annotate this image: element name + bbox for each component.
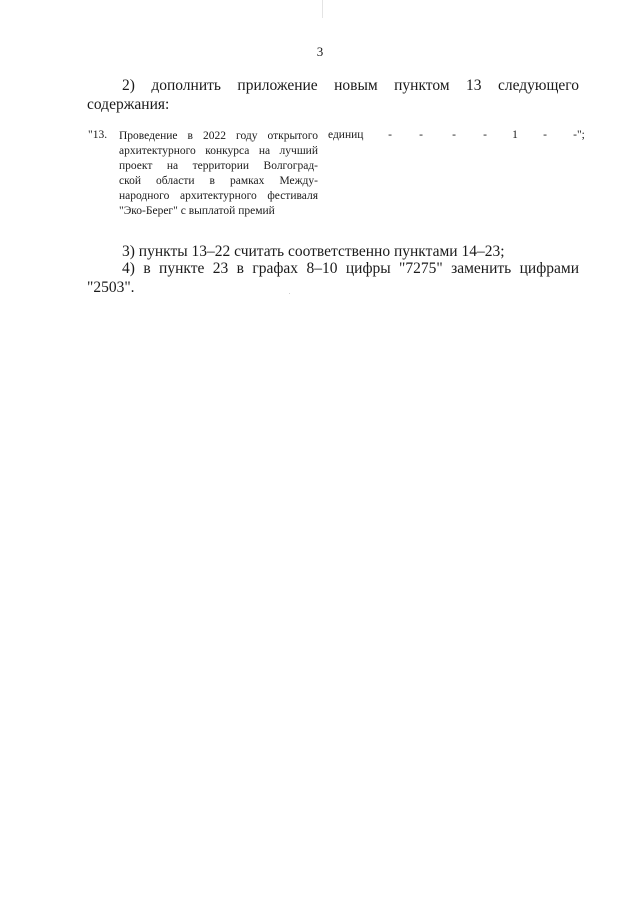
item-13-description: [119, 129, 318, 219]
item-13-description-line: Проведение в 2022 году открытого: [119, 130, 318, 142]
page-number: 3: [316, 44, 324, 59]
paragraph-4-line-1: 4) в пункте 23 в графах 8–10 цифры "7275" заменить цифрами: [122, 260, 579, 277]
item-13-cell: -: [543, 129, 547, 141]
paragraph-4-line-2: "2503".: [87, 279, 135, 296]
item-13-cell: -: [419, 129, 423, 141]
item-13-cell: -: [388, 129, 392, 141]
paragraph-2-line-2: содержания:: [87, 96, 170, 113]
scan-artifact-line: [322, 0, 323, 18]
item-13-description-line: народного архитектурного фестиваля: [119, 190, 318, 202]
item-13-description-line: "Эко-Берег" с выплатой премий: [119, 205, 275, 217]
item-13-number: "13.: [88, 129, 108, 141]
paragraph-3: 3) пункты 13–22 считать соответственно пунктами 14–23;: [122, 243, 505, 260]
paragraph-2-line-1: 2) дополнить приложение новым пунктом 13 следующего: [122, 77, 579, 94]
item-13-description-line: архитектурного конкурса на лучший: [119, 145, 318, 157]
item-13-cell: 1: [512, 129, 518, 141]
item-13-description-line: ской области в рамках Между-: [119, 175, 318, 187]
scan-speck: [289, 293, 290, 294]
item-13-cell: -: [452, 129, 456, 141]
item-13-unit: единиц: [328, 129, 364, 141]
item-13-description-line: проект на территории Волгоград-: [119, 160, 318, 172]
item-13-cell: -";: [573, 129, 585, 141]
item-13-cell: -: [483, 129, 487, 141]
